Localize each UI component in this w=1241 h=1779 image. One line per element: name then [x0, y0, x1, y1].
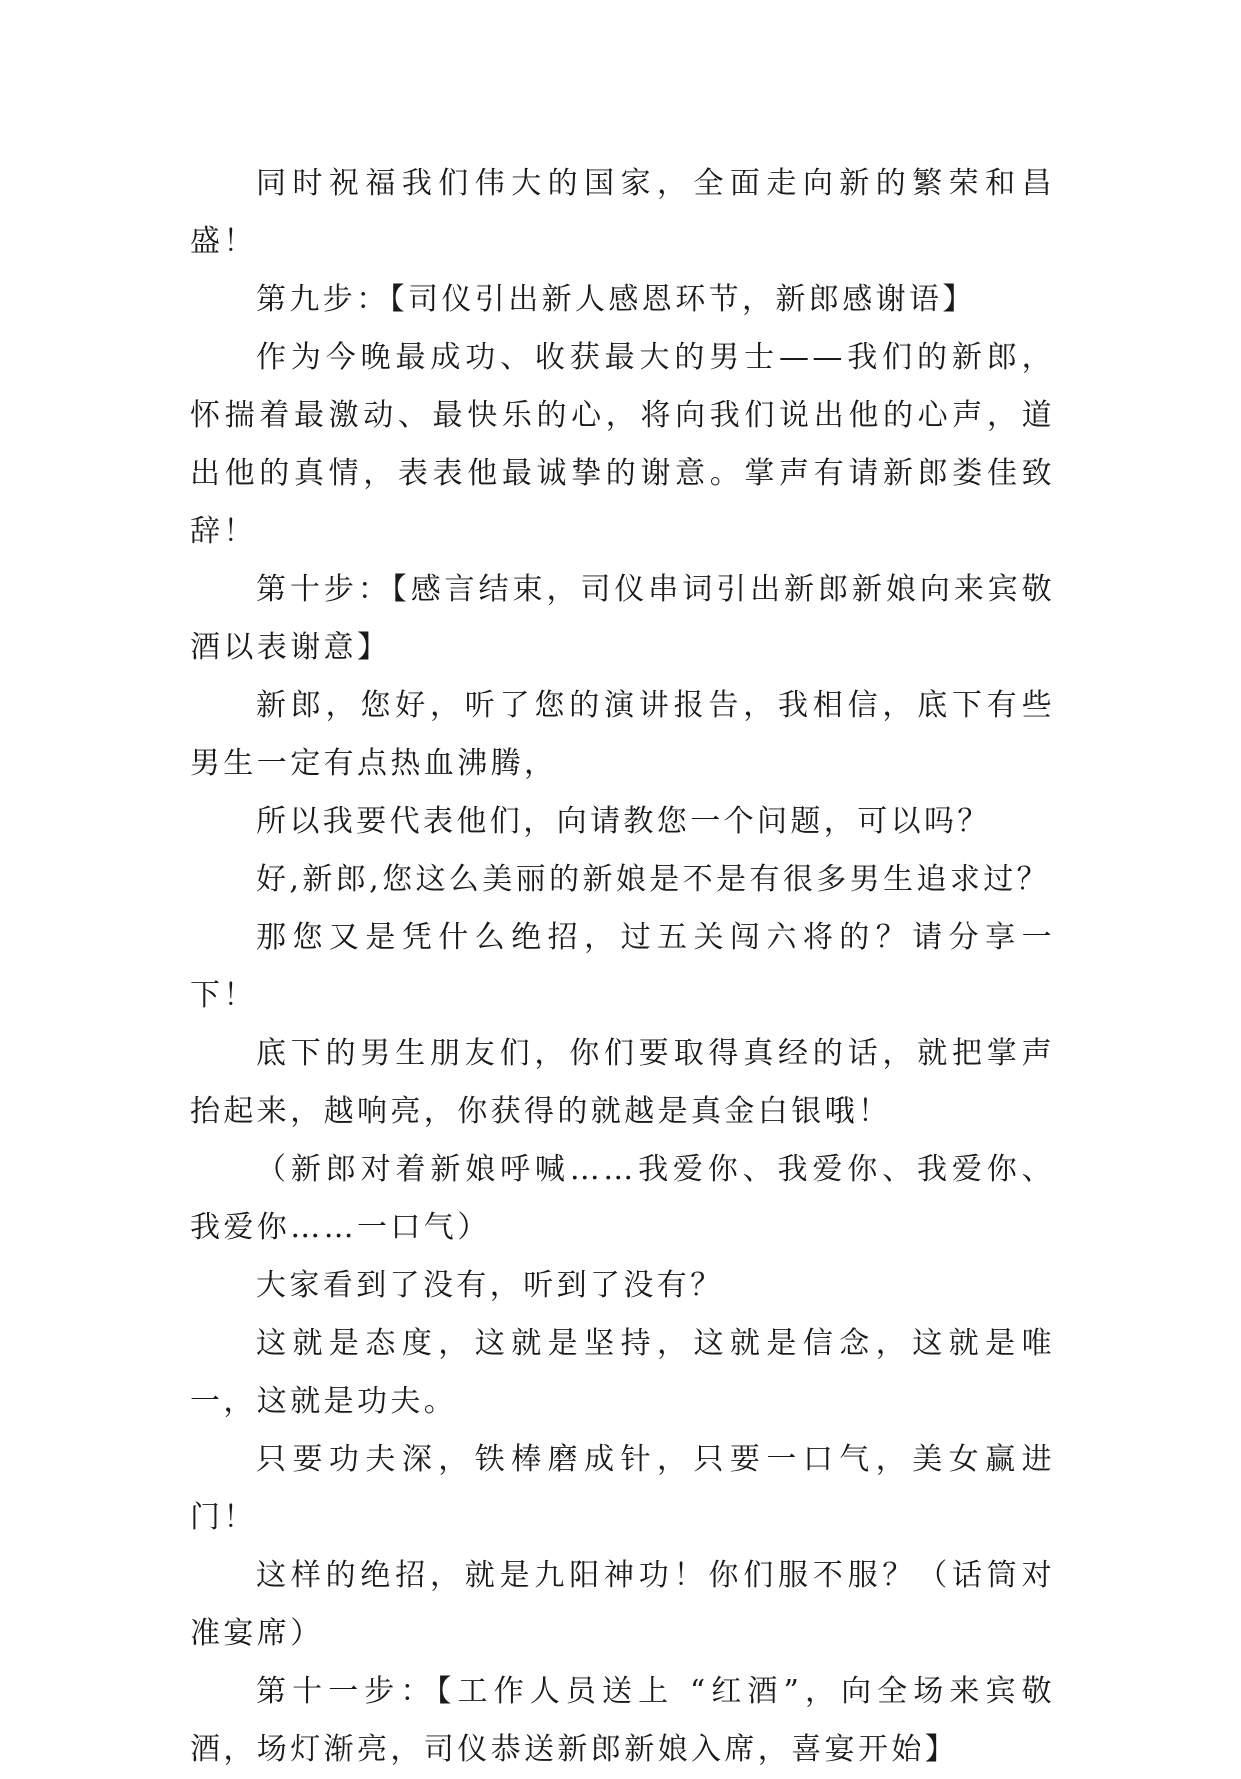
document-body	[190, 155, 1055, 1779]
paragraph: 好,新郎,您这么美丽的新娘是不是有很多男生追求过？	[256, 862, 1051, 897]
paragraph: 第九步：【司仪引出新人感恩环节，新郎感谢语】	[256, 282, 976, 317]
paragraph: 只要功夫深，铁棒磨成针，只要一口气，美女赢进门！	[190, 1442, 1055, 1535]
paragraph: 这就是态度，这就是坚持，这就是信念，这就是唯一，这就是功夫。	[190, 1326, 1055, 1419]
paragraph: 新郎，您好，听了您的演讲报告，我相信，底下有些男生一定有点热血沸腾，	[190, 688, 1055, 781]
paragraph: （新郎对着新娘呼喊……我爱你、我爱你、我爱你、我爱你……一口气）	[190, 1152, 1055, 1245]
paragraph: 第十一步：【工作人员送上 “红酒”，向全场来宾敬酒，场灯渐亮，司仪恭送新郎新娘入席，喜宴开始】	[190, 1674, 1055, 1767]
paragraph: 那您又是凭什么绝招，过五关闯六将的？请分享一下！	[190, 920, 1055, 1013]
paragraph: 同时祝福我们伟大的国家，全面走向新的繁荣和昌盛！	[190, 166, 1055, 259]
paragraph: 第十步：【感言结束，司仪串词引出新郎新娘向来宾敬酒以表谢意】	[190, 572, 1055, 665]
paragraph: 这样的绝招，就是九阳神功！你们服不服？（话筒对准宴席）	[190, 1558, 1055, 1651]
paragraph: 所以我要代表他们，向请教您一个问题，可以吗？	[256, 804, 991, 839]
paragraph: 底下的男生朋友们，你们要取得真经的话，就把掌声抬起来，越响亮，你获得的就越是真金白银哦！	[190, 1036, 1055, 1129]
paragraph: 大家看到了没有，听到了没有？	[256, 1268, 724, 1303]
paragraph: 作为今晚最成功、收获最大的男士——我们的新郎，怀揣着最激动、最快乐的心，将向我们说出他的心声，道出他的真情，表表他最诚挚的谢意。掌声有请新郎娄佳致辞！	[190, 340, 1055, 549]
